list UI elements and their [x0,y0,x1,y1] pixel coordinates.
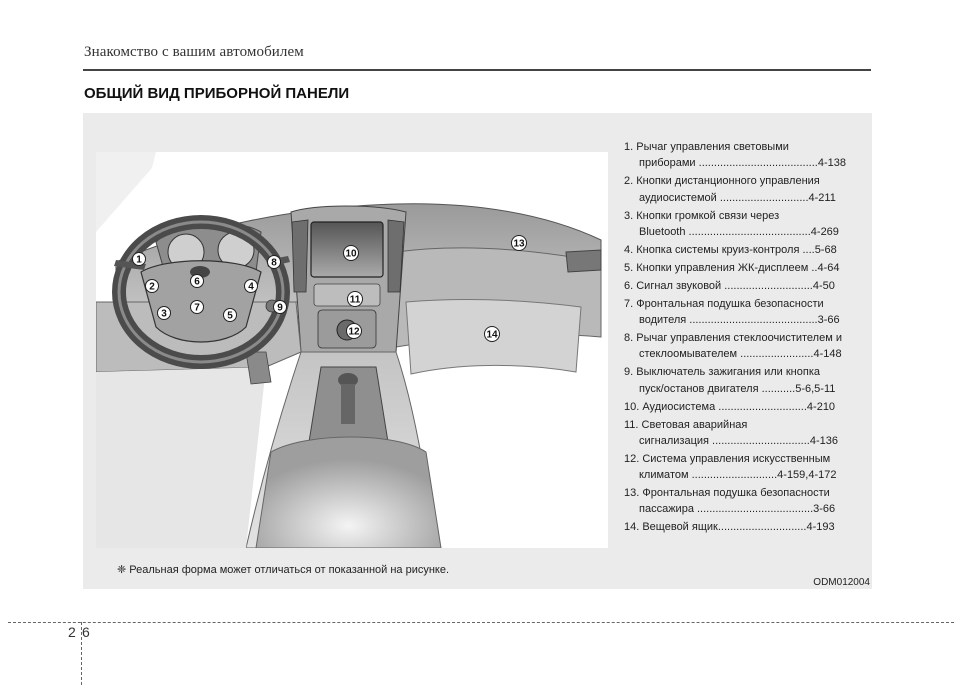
callout-12-text: 12 [348,326,360,338]
legend-item-line: 12. Система управления искусственным [624,452,831,465]
callout-13-text: 13 [513,238,525,250]
callout-3-text: 3 [161,308,167,320]
legend-item-line: сигнализация ................................4-136 [639,434,838,447]
center-vent-left [292,220,308,292]
callout-4 [245,280,258,293]
section-title: Знакомство с вашим автомобилем [84,44,304,60]
callout-6 [191,275,204,288]
callout-2 [146,280,159,293]
legend-item-line: 6. Сигнал звуковой .............................4-50 [624,279,835,292]
legend-item-line: приборами .......................................4-138 [639,157,846,170]
callout-14-text: 14 [486,329,498,341]
legend-item-line: 1. Рычаг управления световыми [624,141,789,153]
legend-item-line: 14. Вещевой ящик.............................4-193 [624,521,835,534]
legend-item-line: пуск/останов двигателя ...........5-6,5-11 [639,382,836,395]
legend-item [624,399,869,415]
page-footer-rule [8,622,954,623]
legend-item-line: стеклоомывателем ........................4-148 [639,348,842,361]
callout-9 [274,301,287,314]
callout-1 [133,253,146,266]
legend-item-line: климатом ............................4-159,4-172 [639,469,837,482]
driver-floor [96,367,266,548]
callout-7 [191,301,204,314]
page-number [68,624,96,640]
legend-item [624,485,869,518]
callout-10 [344,246,359,261]
legend-item [624,417,869,450]
legend-item-line: 10. Аудиосистема .............................4-210 [624,400,836,413]
legend-item-line: Bluetooth ........................................4-269 [639,225,839,238]
callout-11-text: 11 [349,294,361,306]
legend-item-line: 3. Кнопки громкой связи через [624,209,780,222]
gear-boot [341,384,355,424]
page-chapter: 2 [68,624,76,640]
legend-item-line: 7. Фронтальная подушка безопасности [624,297,824,310]
legend-item-line: водителя ..........................................3-66 [639,314,840,327]
callout-5-text: 5 [227,310,233,322]
legend-item-line: пассажира ......................................3-66 [639,503,836,516]
dashboard-illustration [96,152,608,548]
legend-item-line: 11. Световая аварийная [624,418,748,431]
hazard-panel [314,284,380,306]
legend-item-line: 9. Выключатель зажигания или кнопка [624,366,820,379]
callout-8-text: 8 [271,257,277,269]
legend-item-line: аудиосистемой .............................4-211 [639,191,836,204]
page-heading: ОБЩИЙ ВИД ПРИБОРНОЙ ПАНЕЛИ [84,85,350,102]
armrest [256,437,441,548]
callout-12 [347,324,362,339]
legend-item [624,296,869,329]
callout-4-text: 4 [248,281,254,293]
legend-item-line: 13. Фронтальная подушка безопасности [624,487,830,500]
dashboard-drawing [96,152,608,548]
legend-item [624,139,869,172]
figure-note: ❈ Реальная форма может отличаться от показанной на рисунке. [117,564,450,576]
legend-item [624,364,869,397]
legend-item [624,519,869,535]
callout-5 [224,309,237,322]
callout-14 [485,327,500,342]
legend-item [624,173,869,206]
callout-13 [512,236,527,251]
legend-item [624,330,869,363]
page-index: 6 [82,624,90,640]
figure-code: ODM012004 [813,577,870,588]
legend-item-line: 2. Кнопки дистанционного управления [624,175,820,188]
legend-item [624,451,869,484]
callout-2-text: 2 [149,281,155,293]
callout-6-text: 6 [194,276,200,288]
legend-item [624,242,869,258]
callout-7-text: 7 [194,302,200,314]
callout-1-text: 1 [136,254,142,266]
legend-item-line: 4. Кнопка системы круиз-контроля ....5-68 [624,243,837,256]
callout-3 [158,307,171,320]
callout-9-text: 9 [277,302,283,314]
side-vent-right [566,250,601,272]
legend-item-line: 8. Рычаг управления стеклоочистителем и [624,332,842,345]
callout-11 [348,292,363,307]
header-rule [83,69,871,71]
legend-item [624,278,869,294]
legend-item-line: 5. Кнопки управления ЖК-дисплеем ..4-64 [624,261,840,274]
legend-list [624,139,869,537]
legend-item [624,208,869,241]
legend-item [624,260,869,276]
callout-10-text: 10 [345,248,357,260]
callout-8 [268,256,281,269]
